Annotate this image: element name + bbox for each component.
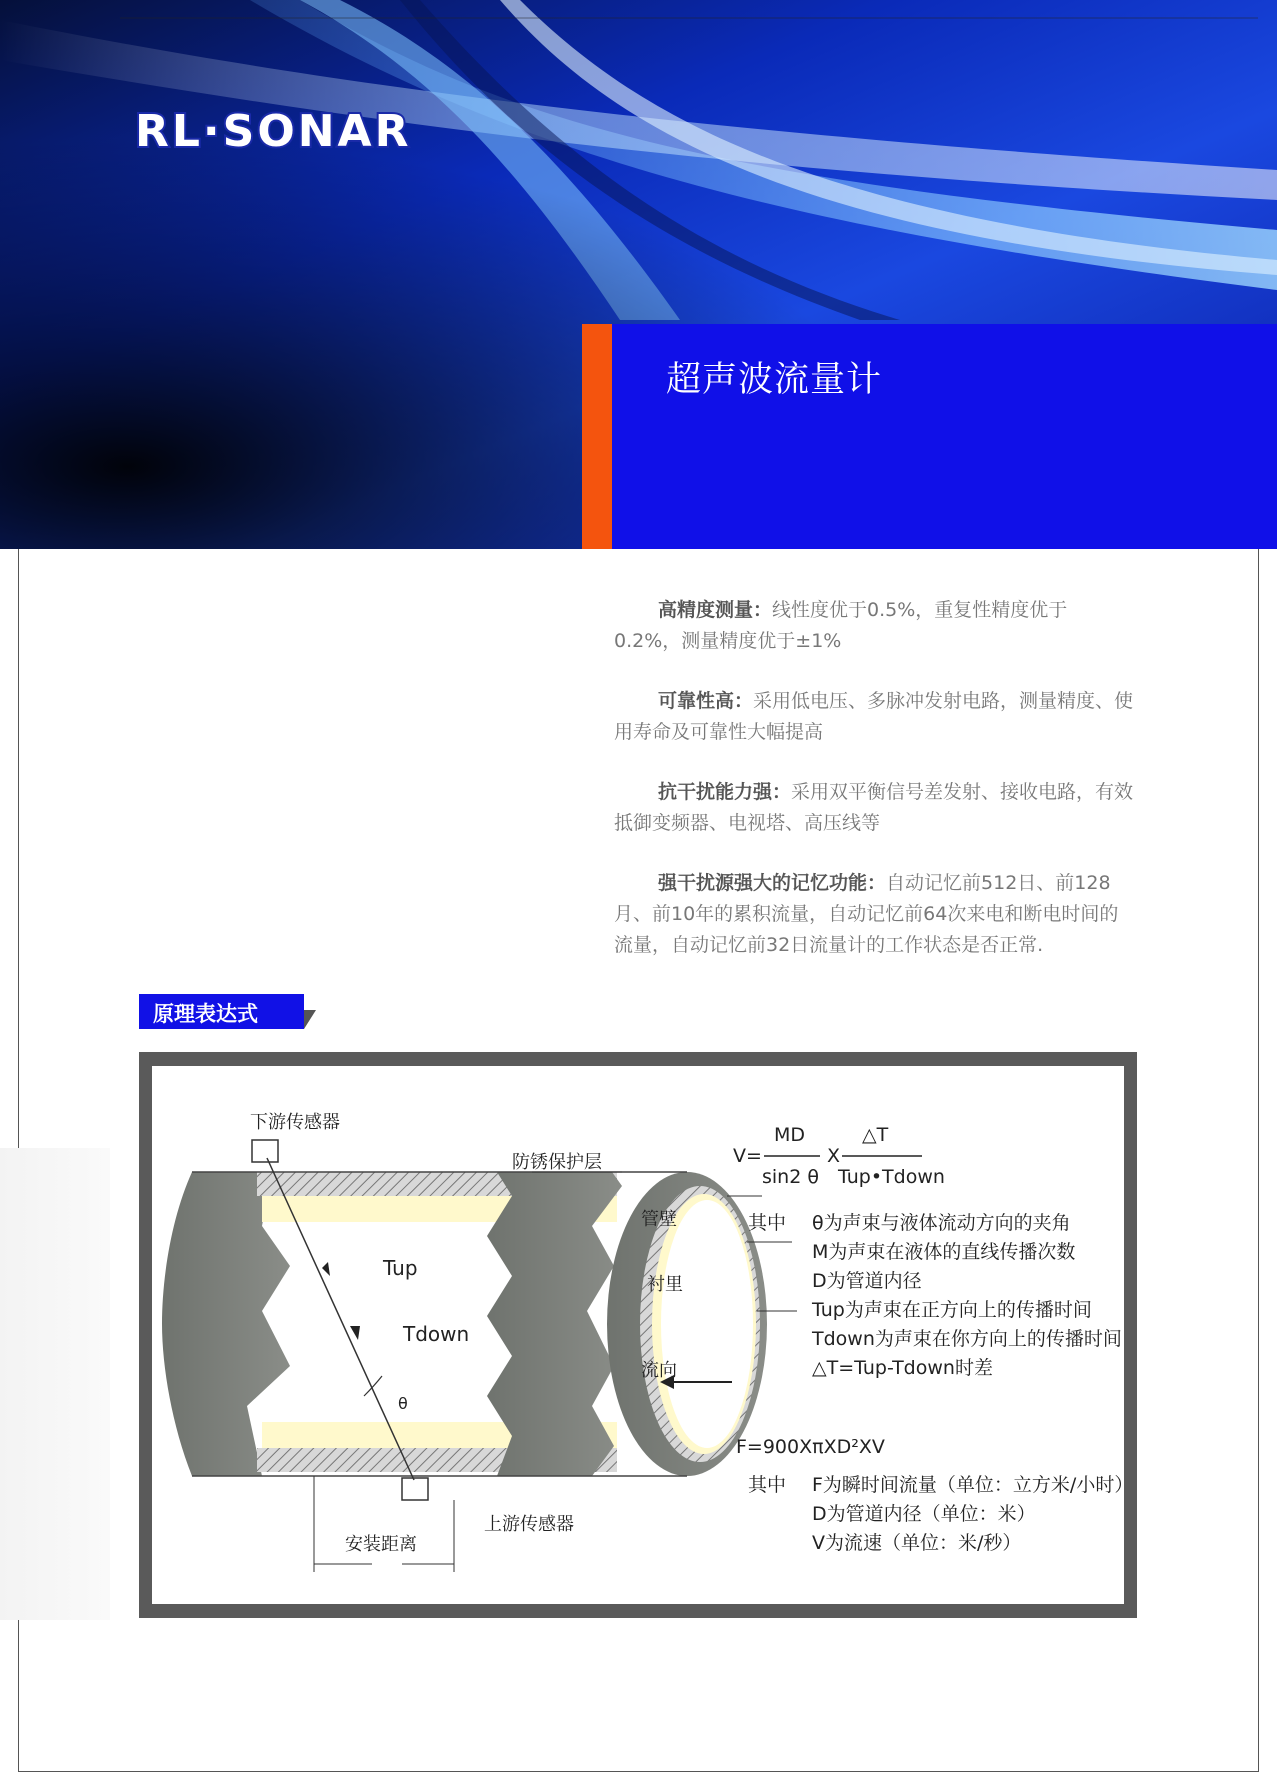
formula1-def: Tdown为声束在你方向上的传播时间 <box>812 1328 1122 1350</box>
feature-text: 自动记忆前512日、前128月、前10年的累积流量，自动记忆前64次来电和断电时间的流量，自动记忆前32日流量计的工作状态是否正常. <box>614 872 1119 956</box>
pipe-right-bore <box>661 1200 753 1448</box>
feature-list <box>614 595 1134 990</box>
formula2-expr: F=900XπXD²XV <box>736 1436 885 1458</box>
formula1-def: M为声束在液体的直线传播次数 <box>812 1241 1076 1263</box>
lining-label: 衬里 <box>647 1274 683 1295</box>
flow-direction-label: 流向 <box>641 1360 677 1381</box>
formula-num1: MD <box>774 1124 806 1146</box>
feature-item <box>614 868 1134 961</box>
side-shade <box>0 1148 110 1620</box>
tup-arrow <box>322 1262 330 1276</box>
formula2-def: V为流速（单位：米/秒） <box>812 1532 1022 1554</box>
formula-v-prefix: V= <box>733 1145 762 1167</box>
feature-item <box>614 595 1134 657</box>
tdown-label: Tdown <box>403 1322 470 1346</box>
formula1-def: Tup为声束在正方向上的传播时间 <box>812 1299 1092 1321</box>
formula1-def: θ为声束与液体流动方向的夹角 <box>812 1212 1071 1234</box>
feature-text: 采用低电压、多脉冲发射电路，测量精度、使用寿命及可靠性大幅提高 <box>614 690 1134 743</box>
install-distance-label: 安装距离 <box>345 1534 417 1555</box>
upstream-sensor-label: 上游传感器 <box>484 1514 574 1535</box>
tdown-arrow <box>350 1326 360 1340</box>
upstream-sensor <box>402 1478 428 1500</box>
section-tag-corner <box>304 1010 316 1029</box>
section-title: 原理表达式 <box>153 1002 258 1026</box>
feature-text: 线性度优于0.5%，重复性精度优于0.2%，测量精度优于±1% <box>614 599 1068 652</box>
feature-title: 高精度测量： <box>658 599 773 621</box>
hero-banner <box>0 0 1277 549</box>
formula-den1: sin2 θ <box>762 1166 819 1188</box>
formula2-def: F为瞬时间流量（单位：立方米/小时） <box>812 1474 1134 1496</box>
formula1-def: △T=Tup-Tdown时差 <box>812 1357 993 1379</box>
formula-times: X <box>827 1145 841 1167</box>
feature-title: 可靠性高： <box>658 690 754 712</box>
feature-title: 强干扰源强大的记忆功能： <box>658 872 887 894</box>
feature-item <box>614 686 1134 748</box>
title-accent-bar <box>582 324 612 549</box>
formula1-def: D为管道内径 <box>812 1270 922 1292</box>
formula-den2: Tup•Tdown <box>838 1166 945 1188</box>
theta-label: θ <box>398 1394 408 1413</box>
formula2-where: 其中 <box>748 1474 787 1496</box>
rust-layer-label: 防锈保护层 <box>512 1152 602 1173</box>
formula-num2: △T <box>862 1124 889 1146</box>
feature-text: 采用双平衡信号差发射、接收电路，有效抵御变频器、电视塔、高压线等 <box>614 781 1134 834</box>
downstream-sensor <box>252 1140 278 1162</box>
feature-title: 抗干扰能力强： <box>658 781 792 803</box>
formula2-def: D为管道内径（单位：米） <box>812 1503 1036 1525</box>
page-title: 超声波流量计 <box>666 360 883 400</box>
tup-label: Tup <box>383 1256 418 1280</box>
pipe-wall-label: 管壁 <box>641 1209 677 1230</box>
formula1-where: 其中 <box>748 1212 787 1234</box>
brand-logo: RL·SONAR <box>135 106 412 157</box>
frame-line-right <box>1258 549 1259 1772</box>
feature-item <box>614 777 1134 839</box>
downstream-sensor-label: 下游传感器 <box>250 1112 340 1133</box>
